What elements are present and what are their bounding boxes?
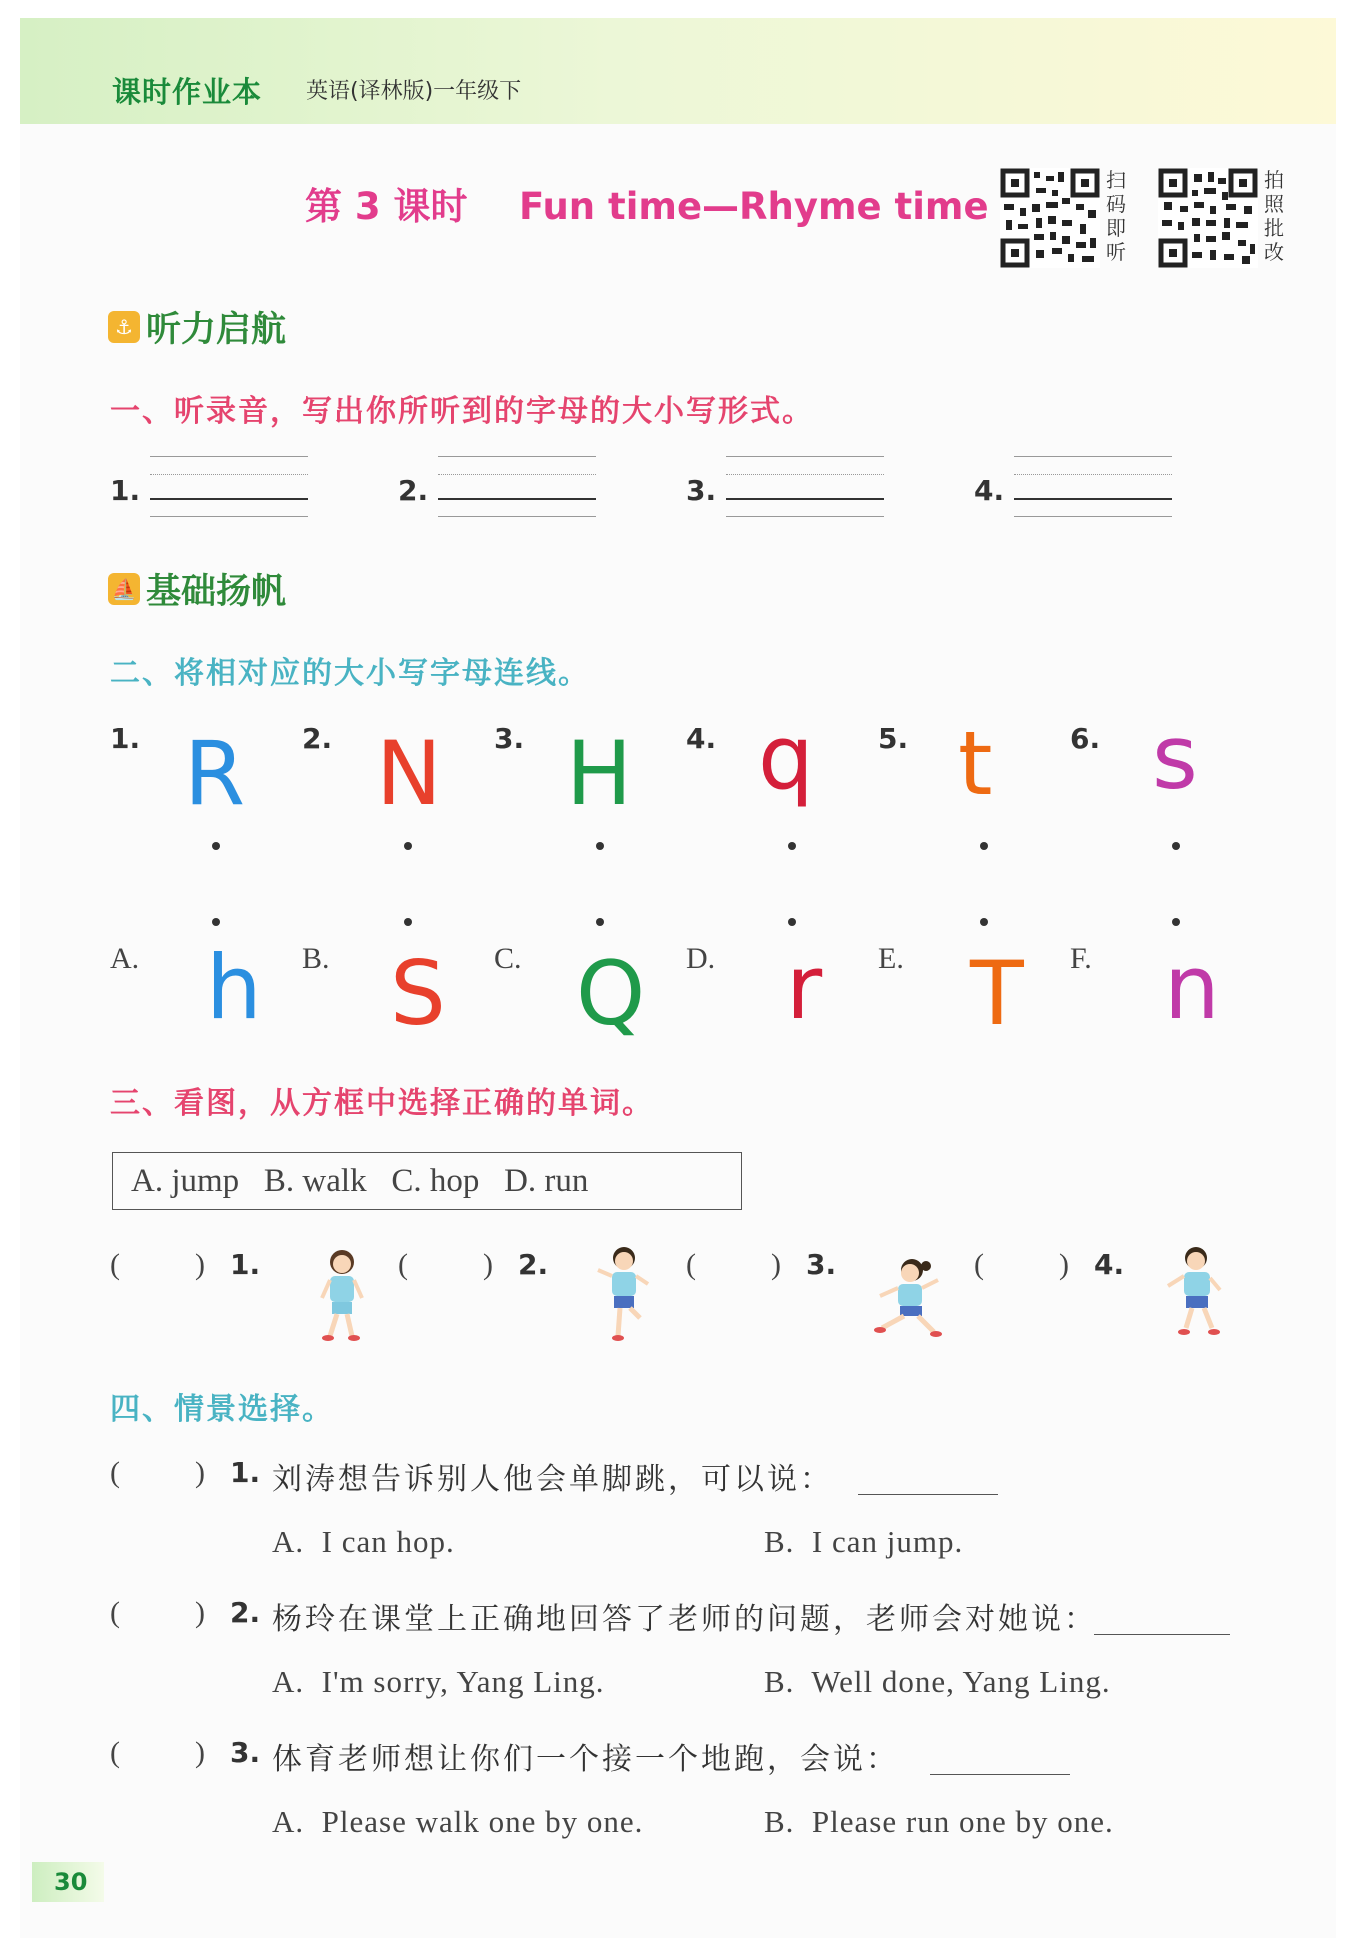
word-box: A. jump B. walk C. hop D. run — [112, 1152, 742, 1210]
section-basics-label: 基础扬帆 — [146, 572, 287, 612]
q4-question-text: 刘涛想告诉别人他会单脚跳，可以说： — [272, 1463, 833, 1496]
match-top-letter: q — [758, 706, 814, 809]
match-dot-top[interactable] — [404, 842, 412, 850]
match-bottom-option: D. — [686, 942, 716, 975]
match-top-number: 6. — [1070, 722, 1101, 755]
match-bottom-option: A. — [110, 942, 140, 975]
match-dot-bottom[interactable] — [596, 918, 604, 926]
q4-question-text: 杨玲在课堂上正确地回答了老师的问题，老师会对她说： — [272, 1603, 1097, 1636]
q3-heading: 三、看图，从方框中选择正确的单词。 — [110, 1086, 654, 1121]
section-listening — [108, 302, 286, 352]
answer-paren[interactable]: ( ) — [398, 1248, 493, 1281]
q4-question-number: 2. — [230, 1596, 261, 1629]
match-bottom-option: F. — [1070, 942, 1092, 975]
page-number: 30 — [32, 1862, 104, 1902]
match-bottom-letter: n — [1164, 936, 1220, 1039]
match-dot-bottom[interactable] — [1172, 918, 1180, 926]
match-top-number: 4. — [686, 722, 717, 755]
sailboat-icon: ⛵ — [108, 573, 140, 605]
match-top-number: 3. — [494, 722, 525, 755]
q3-item-number: 2. — [518, 1248, 549, 1281]
q1-item-number: 4. — [974, 474, 1005, 507]
match-bottom-option: C. — [494, 942, 522, 975]
answer-blank[interactable] — [1094, 1632, 1230, 1635]
answer-blank[interactable] — [858, 1492, 998, 1495]
q1-item-number: 2. — [398, 474, 429, 507]
match-top-letter: H — [566, 722, 633, 825]
answer-paren[interactable]: ( ) — [110, 1456, 205, 1489]
q4-option-a: A. I can hop. — [272, 1524, 455, 1559]
match-top-number: 2. — [302, 722, 333, 755]
hopping-boy-figure — [590, 1244, 654, 1348]
q4-option-b: B. I can jump. — [764, 1524, 964, 1559]
answer-paren[interactable]: ( ) — [686, 1248, 781, 1281]
q2-heading: 二、将相对应的大小写字母连线。 — [110, 656, 590, 691]
match-top-number: 1. — [110, 722, 141, 755]
qr-grade-label: 拍照批改 — [1264, 168, 1284, 264]
jumping-boy-figure — [1160, 1244, 1234, 1344]
q4-option-b: B. Well done, Yang Ling. — [764, 1664, 1111, 1699]
running-girl-figure — [868, 1256, 950, 1342]
match-dot-bottom[interactable] — [212, 918, 220, 926]
match-bottom-letter: T — [970, 942, 1024, 1045]
match-dot-top[interactable] — [212, 842, 220, 850]
qr-code-listen-icon[interactable] — [1000, 168, 1100, 268]
brand-title: 课时作业本 — [112, 75, 263, 109]
match-top-letter: R — [184, 722, 246, 825]
match-dot-top[interactable] — [1172, 842, 1180, 850]
answer-blank[interactable] — [930, 1772, 1070, 1775]
handwriting-lines[interactable] — [1014, 452, 1172, 520]
q4-option-b: B. Please run one by one. — [764, 1804, 1114, 1839]
match-top-letter: s — [1152, 706, 1198, 809]
match-bottom-option: E. — [878, 942, 904, 975]
match-top-number: 5. — [878, 722, 909, 755]
answer-paren[interactable]: ( ) — [110, 1248, 205, 1281]
answer-paren[interactable]: ( ) — [110, 1736, 205, 1769]
handwriting-lines[interactable] — [150, 452, 308, 520]
section-basics — [108, 564, 286, 614]
qr-code-grade-icon[interactable] — [1158, 168, 1258, 268]
anchor-icon: ⚓ — [108, 311, 140, 343]
match-bottom-letter: r — [786, 936, 823, 1039]
q1-item-number: 3. — [686, 474, 717, 507]
match-bottom-letter: Q — [576, 942, 646, 1045]
match-bottom-option: B. — [302, 942, 330, 975]
match-dot-top[interactable] — [980, 842, 988, 850]
q4-option-a: A. Please walk one by one. — [272, 1804, 644, 1839]
match-dot-bottom[interactable] — [980, 918, 988, 926]
q3-item-number: 4. — [1094, 1248, 1125, 1281]
q4-question-number: 3. — [230, 1736, 261, 1769]
q1-item-number: 1. — [110, 474, 141, 507]
q4-question-text: 体育老师想让你们一个接一个地跑，会说： — [272, 1743, 899, 1776]
q4-question-number: 1. — [230, 1456, 261, 1489]
answer-paren[interactable]: ( ) — [974, 1248, 1069, 1281]
qr-listen-label: 扫码即听 — [1106, 168, 1126, 264]
match-top-letter: N — [376, 722, 442, 825]
answer-paren[interactable]: ( ) — [110, 1596, 205, 1629]
q3-item-number: 1. — [230, 1248, 261, 1281]
match-dot-bottom[interactable] — [788, 918, 796, 926]
match-dot-bottom[interactable] — [404, 918, 412, 926]
q4-heading: 四、情景选择。 — [110, 1392, 334, 1427]
match-dot-top[interactable] — [596, 842, 604, 850]
match-bottom-letter: S — [390, 942, 446, 1045]
match-top-letter: t — [958, 712, 993, 815]
match-bottom-letter: h — [206, 936, 262, 1039]
q4-option-a: A. I'm sorry, Yang Ling. — [272, 1664, 605, 1699]
q1-heading: 一、听录音，写出你所听到的字母的大小写形式。 — [110, 394, 814, 429]
handwriting-lines[interactable] — [726, 452, 884, 520]
lesson-title: 第 3 课时 Fun time—Rhyme time — [305, 185, 989, 228]
book-title: 英语(译林版)一年级下 — [306, 79, 522, 104]
match-dot-top[interactable] — [788, 842, 796, 850]
section-listening-label: 听力启航 — [146, 310, 287, 350]
handwriting-lines[interactable] — [438, 452, 596, 520]
q3-item-number: 3. — [806, 1248, 837, 1281]
walking-girl-figure — [312, 1246, 372, 1346]
